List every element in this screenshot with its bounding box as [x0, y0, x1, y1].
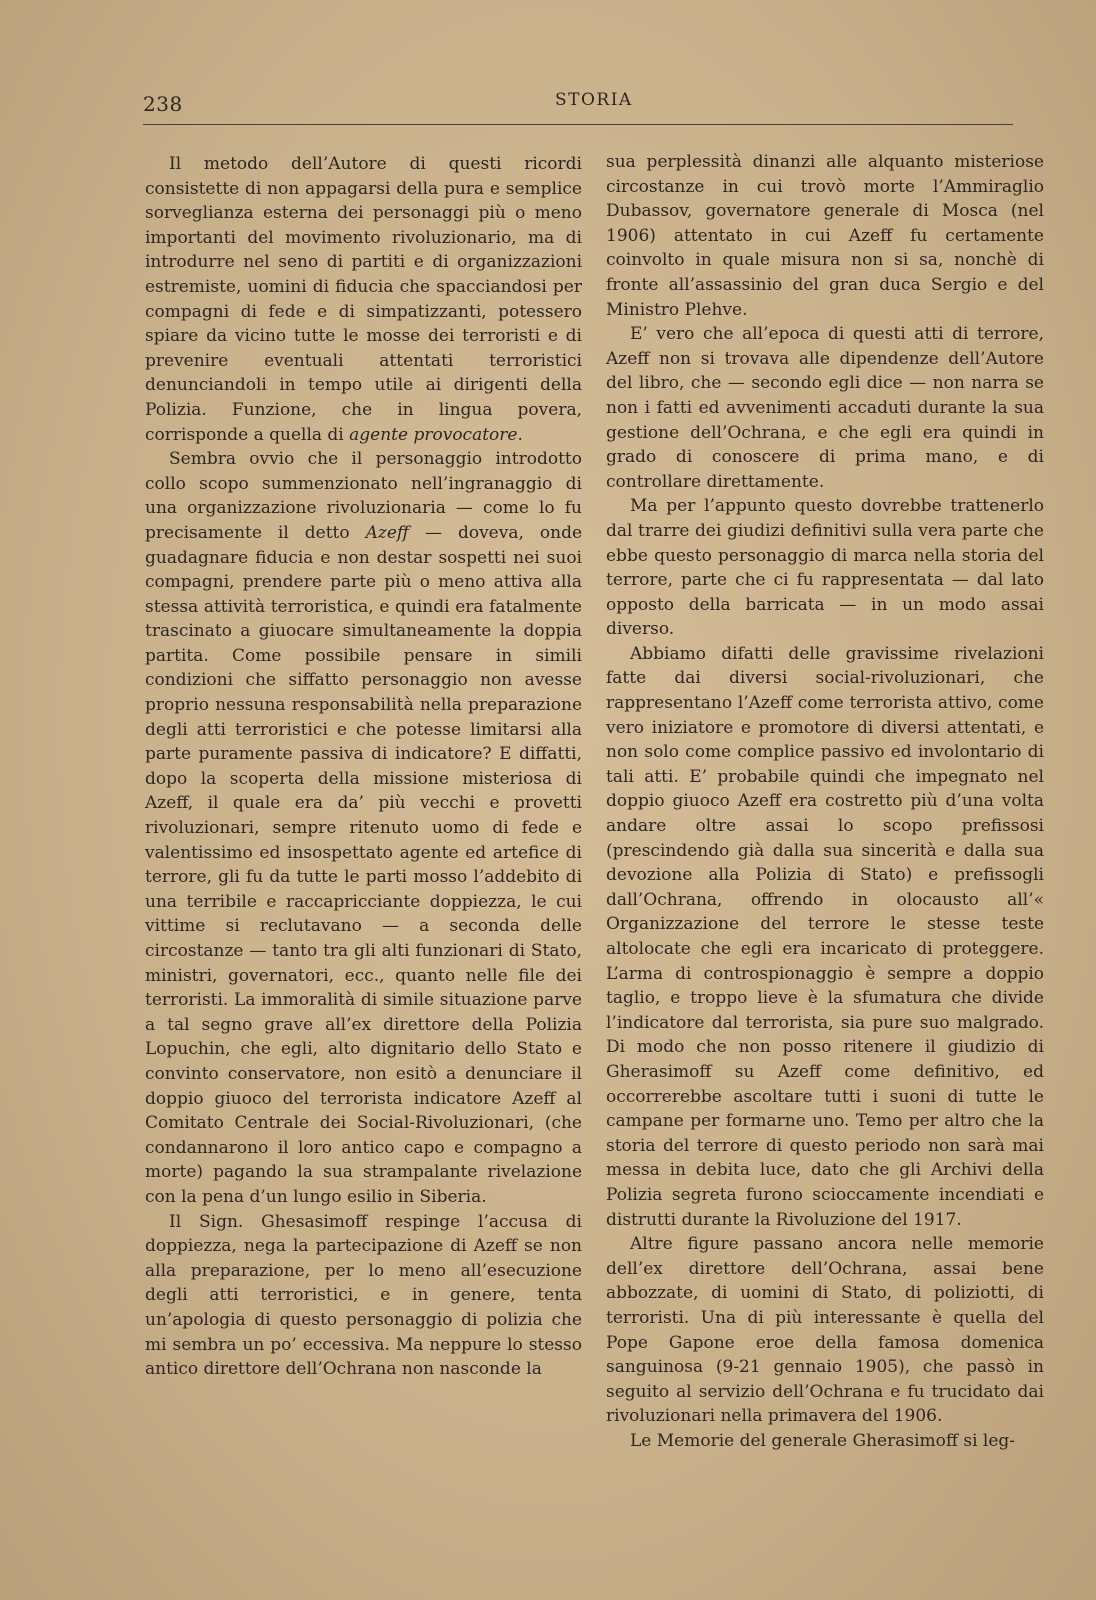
paragraph-continued: sua perplessità dinanzi alle alquanto misteriose circostanze in cui trovò morte l’Ammiraglio Dubassov, governatore generale di Mosca (nel 1906) attentato in cui Azeff fu certamente coinvolto in quale misura non si sa, nonchè di fronte all’assassinio del gran duca Sergio e del Ministro Plehve. [606, 152, 1044, 320]
header-rule [143, 124, 1013, 125]
paragraph-end: . [517, 424, 523, 445]
paragraph-text: — doveva, onde guadagnare fiducia e non destar sospetti nei suoi compagni, prendere parte più o meno attiva alla stessa attività terroristica, e quindi era fatalmente trascinato a giuocare simultaneamente la doppia partita. Come possibile pensare in simili condizioni che siffatto personaggio non avesse proprio nessuna responsabilità nella preparazione degli atti terroristici e che potesse limitarsi alla parte puramente passiva di indicatore? E diffatti, dopo la scoperta della missione misteriosa di Azeff, il quale era da’ più vecchi e provetti rivoluzionari, sempre ritenuto uomo di fede e valentissimo ed insospettato agente ed artefice di terrore, gli fu da tutte le parti mosso l’addebito di una terribile e raccapricciante doppiezza, le cui vittime si reclutavano — a seconda delle circostanze — tanto tra gli alti funzionari di Stato, ministri, governatori, ecc., quanto nelle file dei terroristi. La immoralità di simile situazione parve a tal segno grave all’ex direttore della Polizia Lopuchin, che egli, alto dignitario dello Stato e convinto conservatore, non esitò a denunciare il doppio giuoco del terrorista indicatore Azeff al Comitato Centrale dei Social-Rivoluzionari, (che condannarono il loro antico capo e compagno a morte) pagando la sua strampalante rivelazione con la pena d’un lungo esilio in Siberia. [145, 522, 583, 1207]
running-title: STORIA [555, 90, 633, 110]
paragraph: E’ vero che all’epoca di questi atti di terrore, Azeff non si trovava alle dipendenze dell’Autore del libro, che — secondo egli dice — non narra se non i fatti ed avvenimenti accaduti durante la sua gestione dell’Ochrana, e che egli era quindi in grado di conoscere di prima mano, e di controllare direttamente. [606, 324, 1044, 492]
paragraph [145, 447, 582, 1209]
left-column [145, 152, 582, 1382]
paragraph: Altre figure passano ancora nelle memorie dell’ex direttore dell’Ochrana, assai bene abbozzate, di uomini di Stato, di poliziotti, di terroristi. Una di più interessante è quella del Pope Gapone eroe della famosa domenica sanguinosa (9-21 gennaio 1905), che passò in seguito al servizio dell’Ochrana e fu trucidato dai rivoluzionari nella primavera del 1906. [606, 1234, 1044, 1427]
paragraph: Il Sign. Ghesasimoff respinge l’accusa di doppiezza, nega la partecipazione di Azeff se non alla preparazione, per lo meno all’esecuzione degli atti terroristici, e in genere, tenta un’apologia di questo personaggio di polizia che mi sembra un po’ eccessiva. Ma neppure lo stesso antico direttore dell’Ochrana non nasconde la [145, 1211, 582, 1380]
right-column [606, 150, 1044, 1453]
paragraph-text: Sembra ovvio che il personaggio introdotto collo scopo summenzionato nell’ingranaggio di una organizzazione rivoluzionaria — come lo fu precisamente il detto [145, 449, 582, 543]
italic-term: agente provocatore [349, 424, 518, 445]
paragraph: Le Memorie del generale Gherasimoff si leg- [630, 1430, 1016, 1451]
paragraph [145, 152, 582, 447]
paragraph: Ma per l’appunto questo dovrebbe trattenerlo dal trarre dei giudizi definitivi sulla vera parte che ebbe questo personaggio di marca nella storia del terrore, parte che ci fu rappresentata — dal lato opposto della barricata — in un modo assai diverso. [606, 496, 1044, 640]
paragraph: Abbiamo difatti delle gravissime rivelazioni fatte dai diversi social-rivoluzionari, che rappresentano l’Azeff come terrorista attivo, come vero iniziatore e promotore di diversi attentati, e non solo come complice passivo ed involontario di tali atti. E’ probabile quindi che impegnato nel doppio giuoco Azeff era costretto più d’una volta andare oltre assai lo scopo prefissosi (prescindendo già dalla sua sincerità e dalla sua devozione alla Polizia di Stato) e prefissogli dall’Ochrana, offrendo in olocausto all’« Organizzazione del terrore le stesse teste altolocate che egli era incaricato di proteggere. L’arma di controspionaggio è sempre a doppio taglio, e troppo lieve è la sfumatura che divide l’indicatore dal terrorista, sia pure suo malgrado. Di modo che non posso ritenere il giudizio di Gherasimoff su Azeff come definitivo, ed occorrerebbe ascoltare tutti i suoni di tutte le campane per formarne uno. Temo per altro che la storia del terrore di questo periodo non sarà mai messa in debita luce, dato che gli Archivi della Polizia segreta furono scioccamente incendiati e distrutti durante la Rivoluzione del 1917. [606, 643, 1044, 1230]
paragraph-text: Il metodo dell’Autore di questi ricordi consistette di non appagarsi della pura e semplice sorveglianza esterna dei personaggi più o meno importanti del movimento rivoluzionario, ma di introdurre nel seno di partiti e di organizzazioni estremiste, uomini di fiducia che spacciandosi per compagni di fede e di simpatizzanti, potessero spiare da vicino tutte le mosse dei terroristi e di prevenire eventuali attentati terroristici denunciandoli in tempo utile ai dirigenti della Polizia. Funzione, che in lingua povera, corrisponde a quella di [145, 154, 582, 445]
page-number: 238 [143, 92, 183, 116]
page-header [143, 92, 1013, 122]
italic-term: Azeff [365, 522, 409, 543]
